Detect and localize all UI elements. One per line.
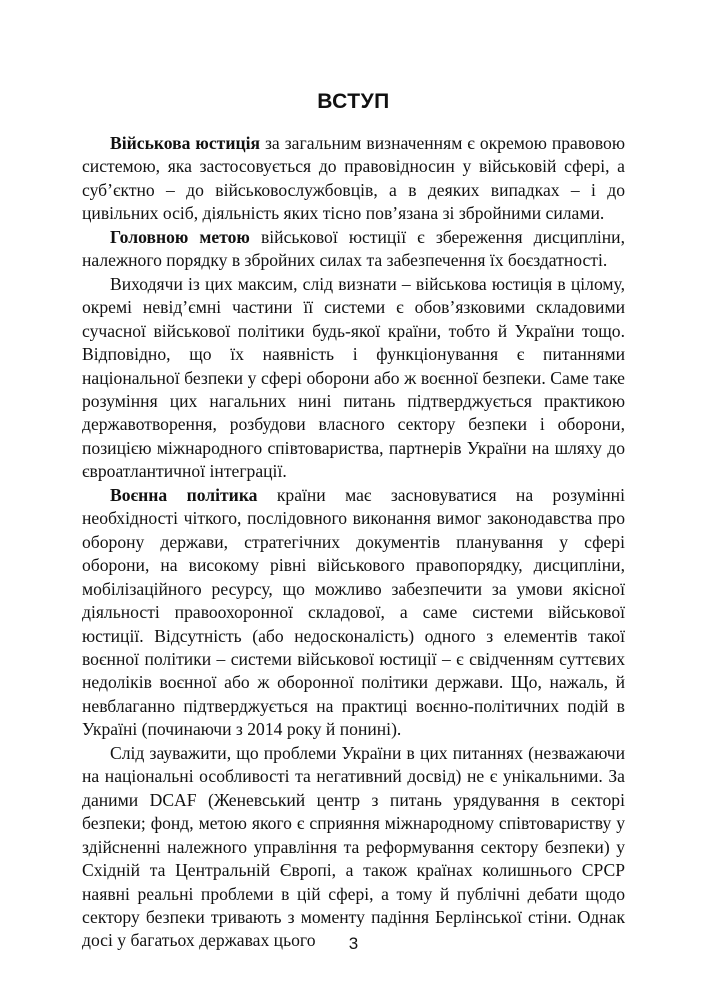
paragraph-lead: Головною метою — [110, 226, 250, 247]
paragraph — [82, 742, 625, 953]
paragraph — [82, 132, 625, 226]
paragraph-text: Слід зауважити, що проблеми України в цих питаннях (незважаючи на національні особливості та негативний досвід) не є унікальними. За даними DCAF (Женевський центр з питань урядування в секторі безпеки; фонд, метою якого є сприяння міжнародному співтовариству у здійсненні належного управління та реформування сектору безпеки) у Східній та Центральній Європі, а також країнах колишнього СРСР наявні реальні проблеми в цій сфері, а тому й публічні дебати щодо сектору безпеки тривають з моменту падіння Берлінської стіни. Однак досі у багатьох державах цього — [82, 742, 625, 951]
paragraph-text: військової юстиції є збереження дисципліни, належного порядку в збройних силах та забезпечення їх боєздатності. — [82, 226, 625, 271]
paragraph-text: країни має засновуватися на розумінні необхідності чіткого, послідовного виконання вимог законодавства про оборону держави, стратегічних документів планування у сфері оборони, на високому рівні військового правопорядку, дисципліни, мобілізаційного ресурсу, що можливо забезпечити за умови якісної діяльності правоохоронної складової, а саме системи військової юстиції. Відсутність (або недосконалість) одного з елементів такої воєнної політики – системи військової юстиції – є свідченням суттєвих недоліків воєнної або ж оборонної політики держави. Що, нажаль, й невблаганно підтверджується на практиці воєнно-політичних подій в Україні (починаючи з 2014 року й понині). — [82, 484, 625, 740]
body-text — [82, 132, 625, 953]
paragraph-lead: Військова юстиція — [110, 133, 260, 153]
paragraph-text: за загальним визначенням є окремою правовою системою, яка застосовується до правовідносин у військовій сфері, а суб’єктно – до військовослужбовців, а в деяких випадках – і до цивільних осіб, діяльність яких тісно пов’язана зі збройними силами. — [82, 133, 625, 224]
paragraph — [82, 273, 625, 484]
paragraph-text: Виходячи із цих максим, слід визнати – військова юстиція в цілому, окремі невід’ємні частини її системи є обов’язковими складовими сучасної військової політики будь-якої країни, тобто й України тощо. Відповідно, що їх наявність і функціонування є питаннями національної безпеки у сфері оборони або ж воєнної безпеки. Саме таке розуміння цих нагальних нині питань підтверджується практикою державотворення, розбудови власного сектору безпеки і оборони, позицією міжнародного співтовариства, партнерів України на шляху до євроатлантичної інтеграції. — [82, 273, 625, 482]
page-title: ВСТУП — [317, 90, 390, 113]
page-number: 3 — [348, 934, 359, 953]
paragraph-lead: Воєнна політика — [110, 484, 258, 505]
paragraph — [82, 226, 625, 273]
paragraph — [82, 484, 625, 742]
